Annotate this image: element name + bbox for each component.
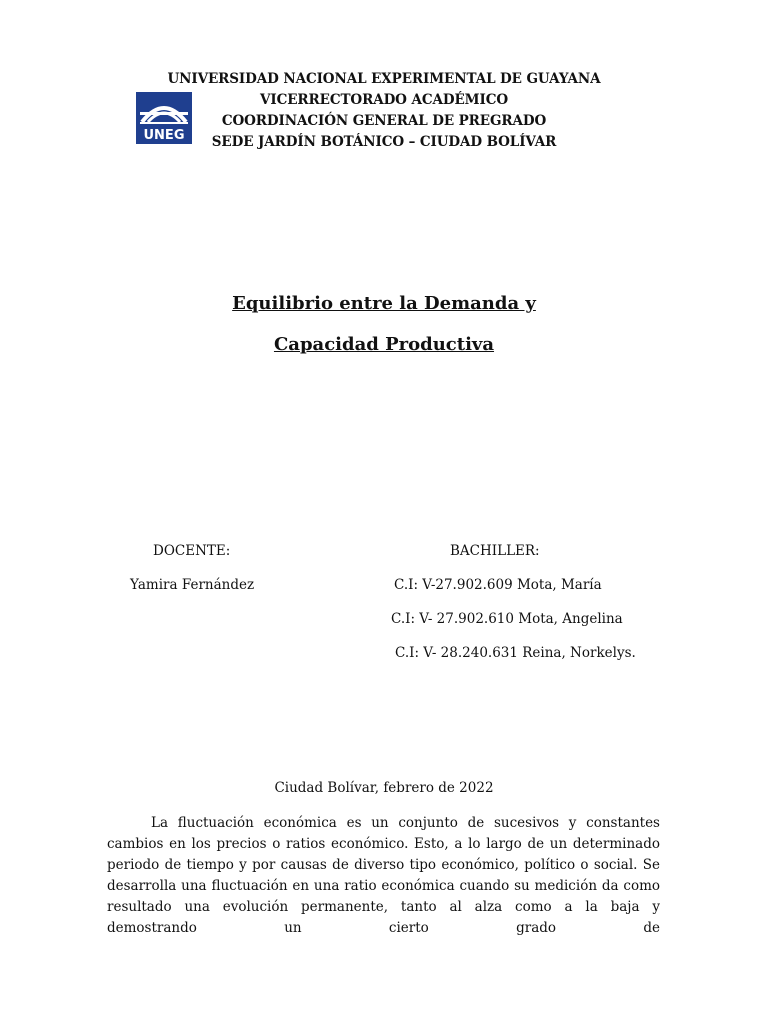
body-paragraph: La fluctuación económica es un conjunto de sucesivos y constantes cambios en los precios o ratios económico. Esto, a lo largo de un determinado periodo de tiempo y por causas de diverso tipo económico, político o social. Se desarrolla una fluctuación en una ratio económica cuando su medición da como resultado una evolución permanente, tanto al alza como a la baja y demostrando un cierto grado de xyxy=(107,815,660,936)
document-title-line-2: Capacidad Productiva xyxy=(273,334,495,355)
document-title-line-1: Equilibrio entre la Demanda y xyxy=(232,293,536,314)
student-entry: C.I: V- 27.902.610 Mota, Angelina xyxy=(391,611,623,627)
bachiller-label: BACHILLER: xyxy=(450,543,540,559)
header-line-university: UNIVERSIDAD NACIONAL EXPERIMENTAL DE GUAYANA xyxy=(167,71,601,87)
logo-text: UNEG xyxy=(143,128,185,143)
docente-name: Yamira Fernández xyxy=(130,577,255,593)
docente-label: DOCENTE: xyxy=(153,543,231,559)
student-entry: C.I: V- 28.240.631 Reina, Norkelys. xyxy=(395,645,636,661)
student-entry: C.I: V-27.902.609 Mota, María xyxy=(394,577,602,593)
place-date: Ciudad Bolívar, febrero de 2022 xyxy=(274,780,494,796)
header-line-coordinacion: COORDINACIÓN GENERAL DE PREGRADO xyxy=(221,113,547,129)
header-line-vicerrectorado: VICERRECTORADO ACADÉMICO xyxy=(259,92,509,108)
header-line-sede: SEDE JARDÍN BOTÁNICO – CIUDAD BOLÍVAR xyxy=(211,134,557,150)
institution-header xyxy=(150,69,618,153)
